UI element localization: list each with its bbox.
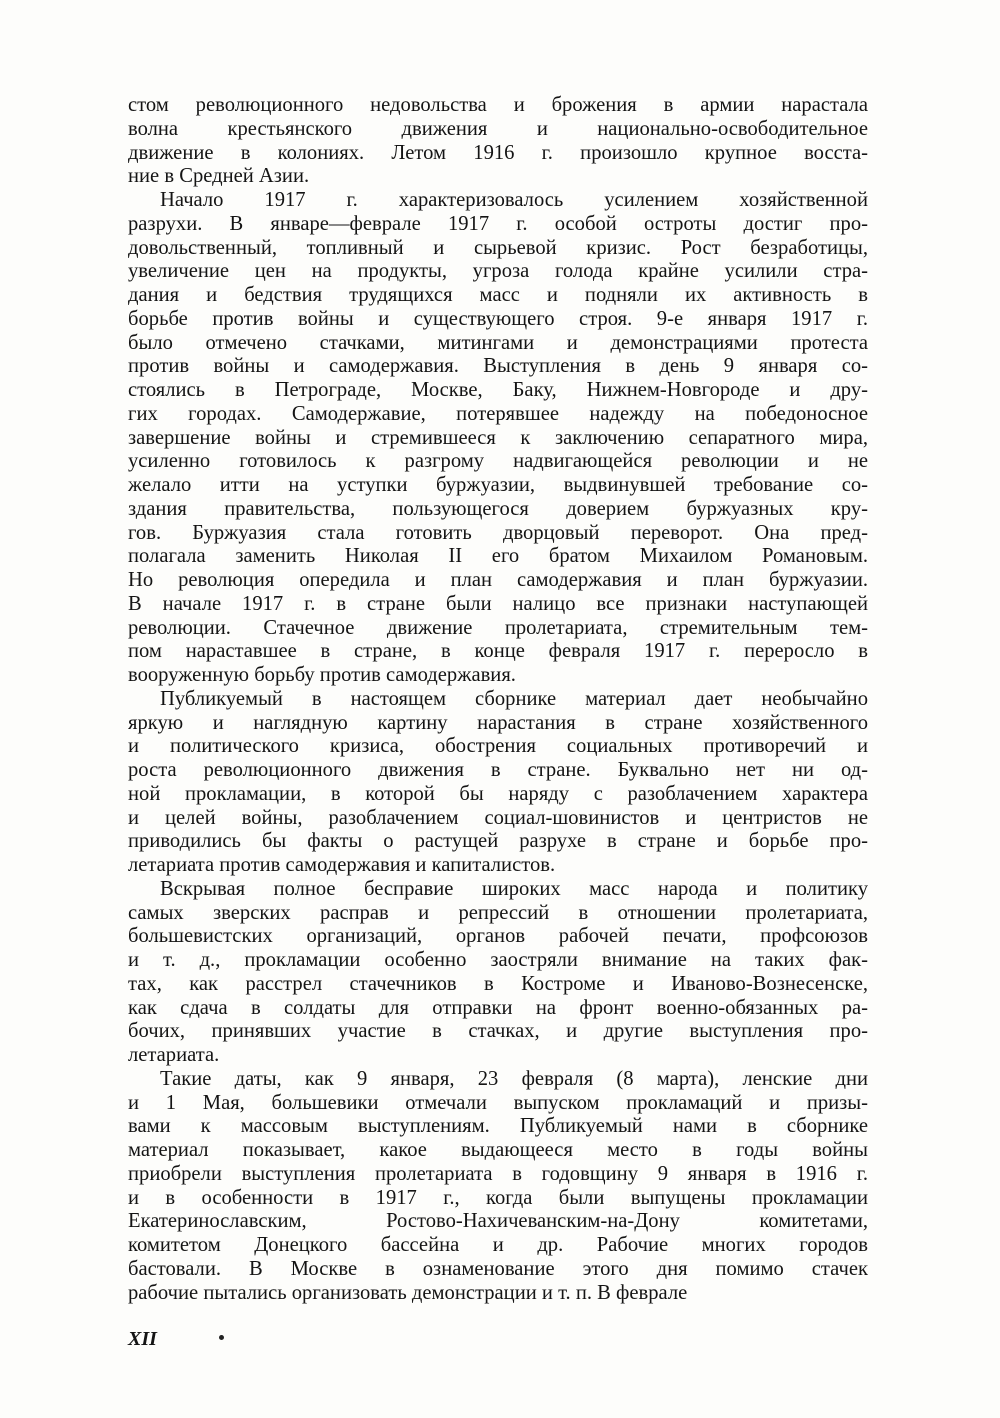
text-line: большевистских организаций, органов рабочей печати, профсоюзов <box>128 925 868 948</box>
page-number: XII <box>128 1328 157 1350</box>
text-line: и 1 Мая, большевики отмечали выпуском прокламаций и призы- <box>128 1091 868 1114</box>
text-line: ние в Средней Азии. <box>128 165 310 188</box>
text-line: рабочие пытались организовать демонстрации и т. п. В феврале <box>128 1281 688 1304</box>
paragraph <box>128 878 868 1068</box>
text-line: комитетом Донецкого бассейна и др. Рабочие многих городов <box>128 1234 868 1256</box>
text-line: Начало 1917 г. характеризовалось усилением хозяйственной <box>160 189 868 211</box>
print-mark <box>219 1335 224 1340</box>
text-line: Публикуемый в настоящем сборнике материал дает необычайно <box>160 687 868 710</box>
text-line: волна крестьянского движения и национально-освободительное <box>128 117 868 140</box>
text-line: усиленно готовилось к разгрому надвигающейся революции и не <box>128 450 868 473</box>
text-line: тах, как расстрел стачечников в Костроме и Иваново-Вознесенске, <box>128 972 868 995</box>
paragraph <box>128 189 868 688</box>
text-line: В начале 1917 г. в стране были налицо все признаки наступающей <box>128 592 868 615</box>
text-line: бочих, принявших участие в стачках, и другие выступления про- <box>128 1020 868 1043</box>
text-line: гов. Буржуазия стала готовить дворцовый переворот. Она пред- <box>128 521 868 544</box>
text-line: Но революция опередила и план самодержавия и план буржуазии. <box>128 569 868 591</box>
paragraph <box>128 688 868 878</box>
text-line: и политического кризиса, обострения социальных противоречий и <box>128 735 868 758</box>
text-line: гих городах. Самодержавие, потерявшее надежду на победоносное <box>128 402 868 425</box>
text-line: роста революционного движения в стране. Буквально нет ни од- <box>128 759 868 781</box>
paragraph <box>128 94 868 189</box>
text-line: как сдача в солдаты для отправки на фронт военно-обязанных ра- <box>128 996 868 1019</box>
text-line: здания правительства, пользующегося доверием буржуазных кру- <box>128 497 868 520</box>
text-line: дания и бедствия трудящихся масс и подняли их активность в <box>128 284 868 306</box>
paragraph <box>128 1068 868 1306</box>
text-line: довольственный, топливный и сырьевой кризис. Рост безработицы, <box>128 236 868 259</box>
text-line: вами к массовым выступлениям. Публикуемый нами в сборнике <box>128 1115 868 1138</box>
text-line: материал показывает, какое выдающееся место в годы войны <box>128 1139 868 1161</box>
text-line: движение в колониях. Летом 1916 г. произошло крупное восста- <box>128 141 868 164</box>
text-line: полагала заменить Николая II его братом Михаилом Романовым. <box>128 545 868 568</box>
text-line: ной прокламации, в которой бы наряду с разоблачением характера <box>128 782 868 805</box>
text-line: летариата против самодержавия и капиталистов. <box>128 854 556 876</box>
text-line: и т. д., прокламации особенно заостряли внимание на таких фак- <box>128 949 868 971</box>
text-line: увеличение цен на продукты, угроза голода крайне усилили стра- <box>128 260 868 283</box>
text-line: стоялись в Петрограде, Москве, Баку, Нижнем-Новгороде и дру- <box>128 379 868 401</box>
text-line: самых зверских расправ и репрессий в отношении пролетариата, <box>128 901 868 924</box>
text-line: яркую и наглядную картину нарастания в стране хозяйственного <box>128 711 868 734</box>
text-line: было отмечено стачками, митингами и демонстрациями протеста <box>128 331 868 354</box>
text-line: против войны и самодержавия. Выступления в день 9 января со- <box>128 355 868 378</box>
text-line: и в особенности в 1917 г., когда были выпущены прокламации <box>128 1186 868 1209</box>
text-line: желало итти на уступки буржуазии, выдвинувшей требование со- <box>128 474 868 496</box>
text-line: завершение войны и стремившееся к заключению сепаратного мира, <box>128 426 868 449</box>
text-line: приобрели выступления пролетариата в годовщину 9 января в 1916 г. <box>128 1162 868 1185</box>
text-line: революции. Стачечное движение пролетариата, стремительным тем- <box>128 616 868 639</box>
text-line: Екатеринославским, Ростово-Нахичеванским-на-Дону комитетами, <box>128 1210 868 1233</box>
text-line: приводились бы факты о растущей разрухе в стране и борьбе про- <box>128 830 868 853</box>
text-line: пом нараставшее в стране, в конце февраля 1917 г. переросло в <box>128 640 868 663</box>
text-line: летариата. <box>128 1044 220 1066</box>
body-text <box>128 94 868 1305</box>
text-line: Такие даты, как 9 января, 23 февраля (8 марта), ленские дни <box>160 1067 868 1090</box>
text-line: борьбе против войны и существующего строя. 9-е января 1917 г. <box>128 307 868 330</box>
text-line: стом революционного недовольства и брожения в армии нарастала <box>128 94 868 116</box>
text-line: Вскрывая полное бесправие широких масс народа и политику <box>160 877 868 900</box>
text-line: бастовали. В Москве в ознаменование этого дня помимо стачек <box>128 1257 868 1280</box>
text-line: вооруженную борьбу против самодержавия. <box>128 664 516 686</box>
text-line: и целей войны, разоблачением социал-шовинистов и центристов не <box>128 806 868 829</box>
text-line: разрухи. В январе—феврале 1917 г. особой остроты достиг про- <box>128 212 868 235</box>
